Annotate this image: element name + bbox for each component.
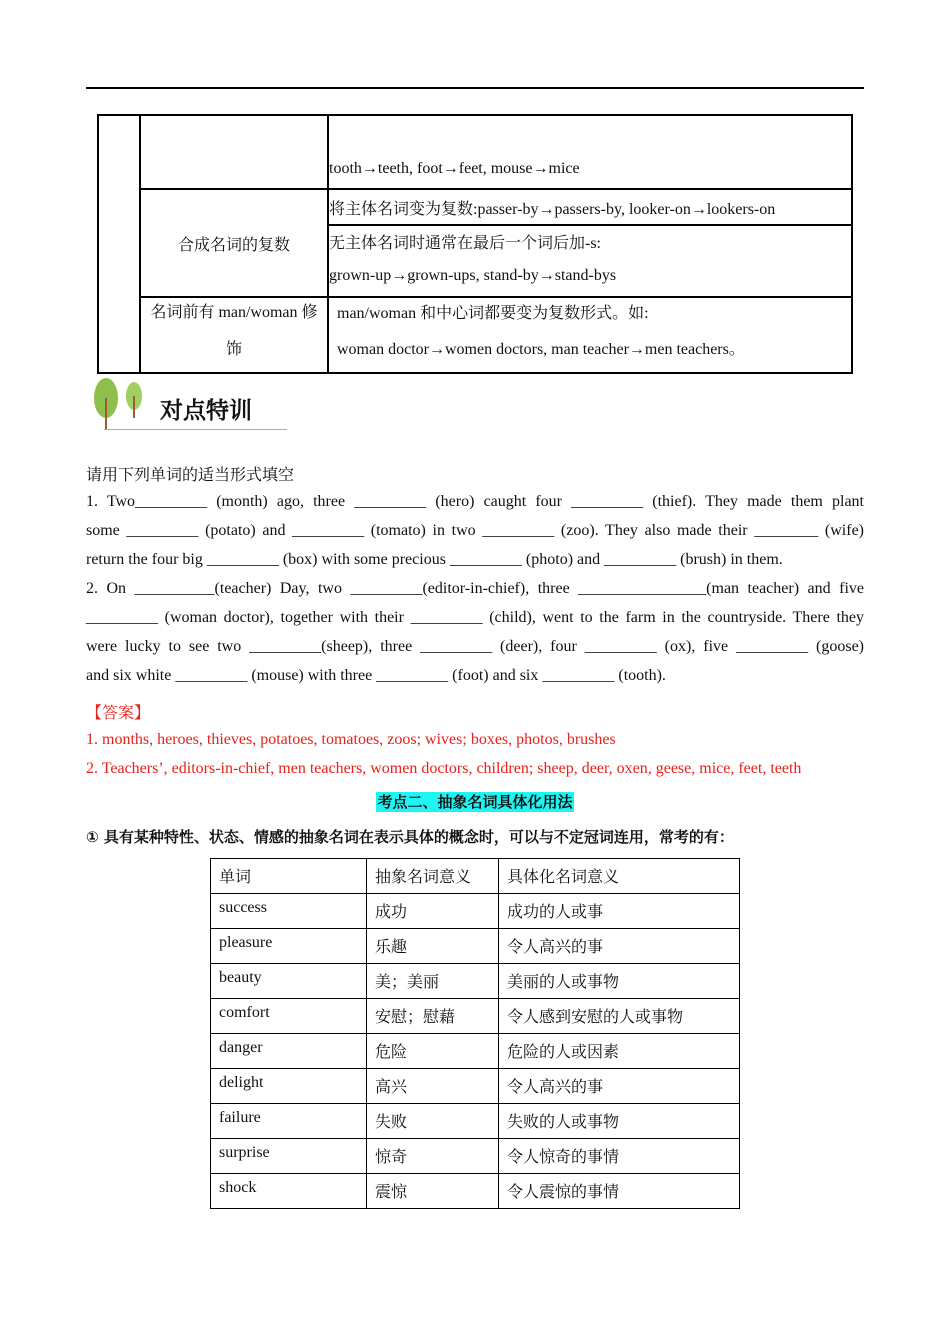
table-row (211, 1174, 740, 1209)
exercise-line: some _________ (potato) and _________ (tomato) in two _________ (zoo). They also made their ________ (wife) (86, 522, 864, 539)
answer-line: 1. months, heroes, thieves, potatoes, tomatoes, zoos; wives; boxes, photos, brushes (86, 731, 616, 748)
answer-line: 2. Teachers’, editors-in-chief, men teachers, women doctors, children; sheep, deer, oxen, geese, mice, feet, teeth (86, 760, 802, 777)
concrete-meaning-cell: 成功的人或事 (499, 894, 740, 929)
word-cell: comfort (211, 999, 367, 1034)
abstract-meaning-cell: 失败 (367, 1104, 499, 1139)
table-row (211, 999, 740, 1034)
rule-label-cell (140, 297, 328, 373)
word-cell: danger (211, 1034, 367, 1069)
abstract-meaning-cell: 高兴 (367, 1069, 499, 1104)
abstract-meaning-cell: 乐趣 (367, 929, 499, 964)
section-banner (90, 376, 290, 432)
concrete-meaning-cell: 失败的人或事物 (499, 1104, 740, 1139)
abstract-meaning-cell: 危险 (367, 1034, 499, 1069)
column-header: 具体化名词意义 (499, 859, 740, 894)
word-cell: pleasure (211, 929, 367, 964)
rule-text: 无主体名词时通常在最后一个词后加-s: (329, 235, 602, 252)
rule-text: man/woman 和中心词都要变为复数形式。如: (337, 305, 649, 322)
rule-label-cell (140, 115, 328, 189)
table-row (211, 1069, 740, 1104)
rule-example-cell (328, 297, 852, 373)
word-cell: beauty (211, 964, 367, 999)
concrete-meaning-cell: 令人高兴的事 (499, 929, 740, 964)
exercise-line: and six white _________ (mouse) with three _________ (foot) and six _________ (tooth). (86, 667, 666, 684)
rule-label-text: 名词前有 man/woman 修 (150, 304, 318, 321)
word-cell: success (211, 894, 367, 929)
abstract-meaning-cell: 美；美丽 (367, 964, 499, 999)
word-cell: surprise (211, 1139, 367, 1174)
category-cell (98, 115, 140, 373)
table-row (211, 964, 740, 999)
rule-example-cell: tooth→teeth, foot→feet, mouse→mice (328, 115, 852, 189)
concrete-meaning-cell: 令人高兴的事 (499, 1069, 740, 1104)
table-row (211, 1139, 740, 1174)
abstract-meaning-cell: 惊奇 (367, 1139, 499, 1174)
exercise-line: 1. Two_________ (month) ago, three _________ (hero) caught four _________ (thief). They made them plant (86, 493, 864, 510)
rule-text: woman doctor→women doctors, man teacher→men teachers。 (337, 341, 745, 358)
word-cell: failure (211, 1104, 367, 1139)
rule-text: grown-up→grown-ups, stand-by→stand-bys (329, 267, 617, 284)
table-row (211, 929, 740, 964)
table-row (211, 894, 740, 929)
banner-underline (104, 429, 287, 430)
header-rule (86, 87, 864, 89)
tree-icon (90, 376, 150, 432)
abstract-meaning-cell: 成功 (367, 894, 499, 929)
concrete-meaning-cell: 美丽的人或事物 (499, 964, 740, 999)
exercise-line: were lucky to see two _________(sheep), three _________ (deer), four _________ (ox), five _________ (goose) (86, 638, 864, 655)
concrete-meaning-cell: 危险的人或因素 (499, 1034, 740, 1069)
rule-example-cell (328, 225, 852, 297)
plural-rules-table (97, 114, 853, 374)
word-cell: shock (211, 1174, 367, 1209)
banner-title: 对点特训 (160, 398, 252, 424)
word-cell: delight (211, 1069, 367, 1104)
abstract-nouns-table (210, 858, 740, 1209)
column-header: 单词 (211, 859, 367, 894)
table-row (211, 1104, 740, 1139)
abstract-meaning-cell: 安慰；慰藉 (367, 999, 499, 1034)
abstract-meaning-cell: 震惊 (367, 1174, 499, 1209)
exercise-line: _________ (woman doctor), together with their _________ (child), went to the farm in the countryside. There they (86, 609, 864, 626)
column-header: 抽象名词意义 (367, 859, 499, 894)
rule-label-text: 饰 (225, 341, 242, 358)
concrete-meaning-cell: 令人震惊的事情 (499, 1174, 740, 1209)
answer-label: 【答案】 (86, 705, 151, 722)
exercise-line: 2. On __________(teacher) Day, two _________(editor-in-chief), three ________________(man teacher) and five (86, 580, 864, 597)
section-title: 考点二、抽象名词具体化用法 (377, 793, 573, 811)
exercise-line: return the four big _________ (box) with some precious _________ (photo) and _________ (brush) in them. (86, 551, 783, 568)
table-header-row (211, 859, 740, 894)
table-row (211, 1034, 740, 1069)
concrete-meaning-cell: 令人惊奇的事情 (499, 1139, 740, 1174)
section-intro: ① 具有某种特性、状态、情感的抽象名词在表示具体的概念时，可以与不定冠词连用，常考的有： (86, 828, 734, 846)
rule-example-cell: 将主体名词变为复数:passer-by→passers-by, looker-on→lookers-on (328, 189, 852, 225)
rule-label-cell: 合成名词的复数 (140, 189, 328, 297)
exercise-instruction: 请用下列单词的适当形式填空 (86, 467, 295, 484)
concrete-meaning-cell: 令人感到安慰的人或事物 (499, 999, 740, 1034)
